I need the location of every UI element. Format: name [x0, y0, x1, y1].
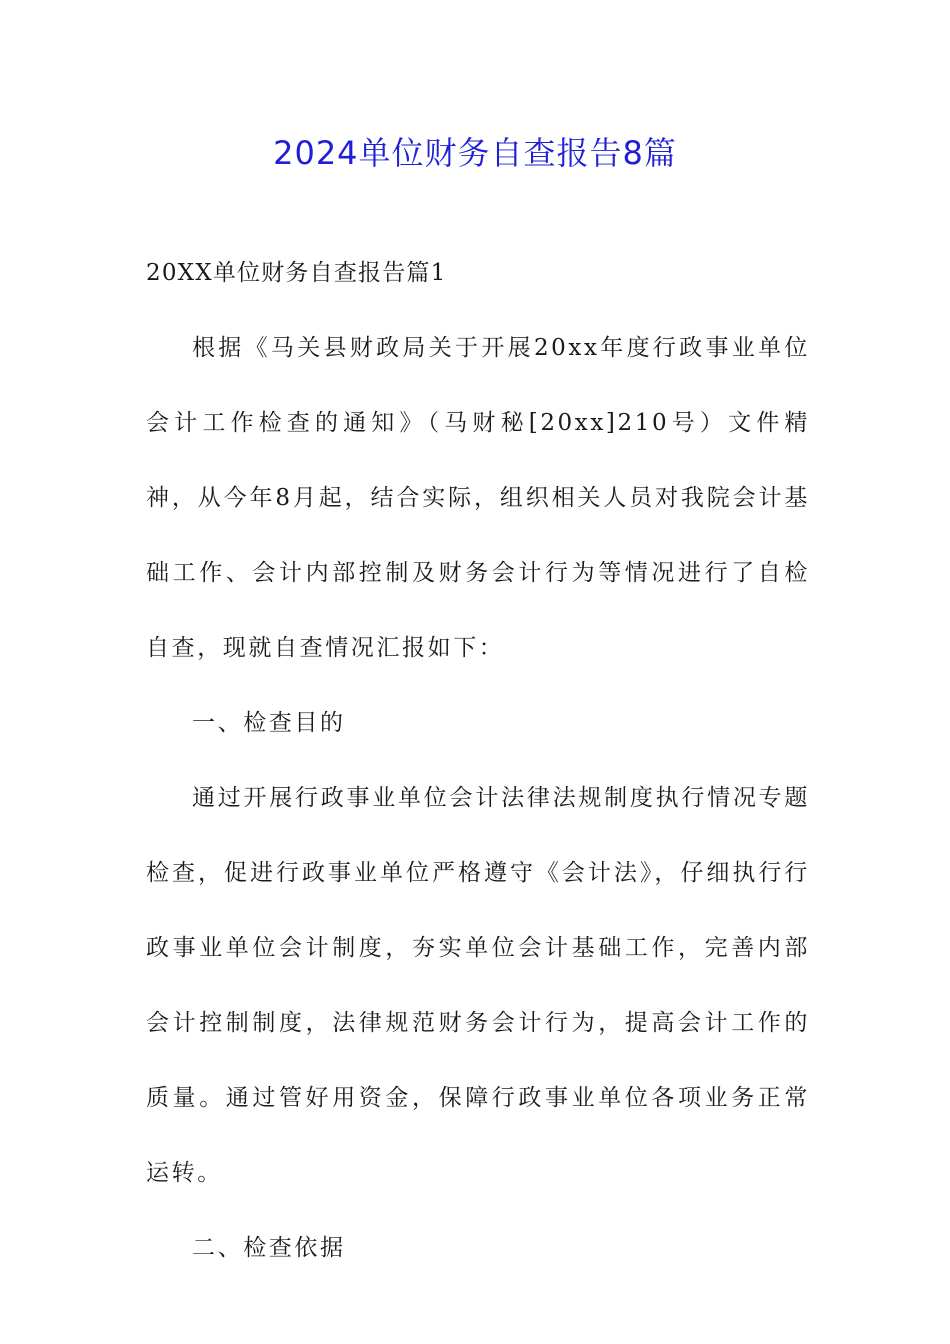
- paragraph-check-purpose: 通过开展行政事业单位会计法律法规制度执行情况专题检查，促进行政事业单位严格遵守《会计法》，仔细执行行政事业单位会计制度，夯实单位会计基础工作，完善内部会计控制制度，法律规范财务会计行为，提高会计工作的质量。通过管好用资金，保障行政事业单位各项业务正常运转。: [146, 785, 810, 1186]
- paragraph-intro: 根据《马关县财政局关于开展20xx年度行政事业单位会计工作检查的通知》（马财秘[20xx]210号）文件精神，从今年8月起，结合实际，组织相关人员对我院会计基础工作、会计内部控制及财务会计行为等情况进行了自检自查，现就自查情况汇报如下：: [146, 335, 810, 661]
- document-body: [146, 236, 810, 1286]
- heading-check-basis: 二、检查依据: [192, 1235, 346, 1261]
- section-title: 20XX单位财务自查报告篇1: [146, 260, 447, 286]
- document-title: 2024单位财务自查报告8篇: [273, 134, 677, 172]
- heading-check-purpose: 一、检查目的: [192, 710, 346, 736]
